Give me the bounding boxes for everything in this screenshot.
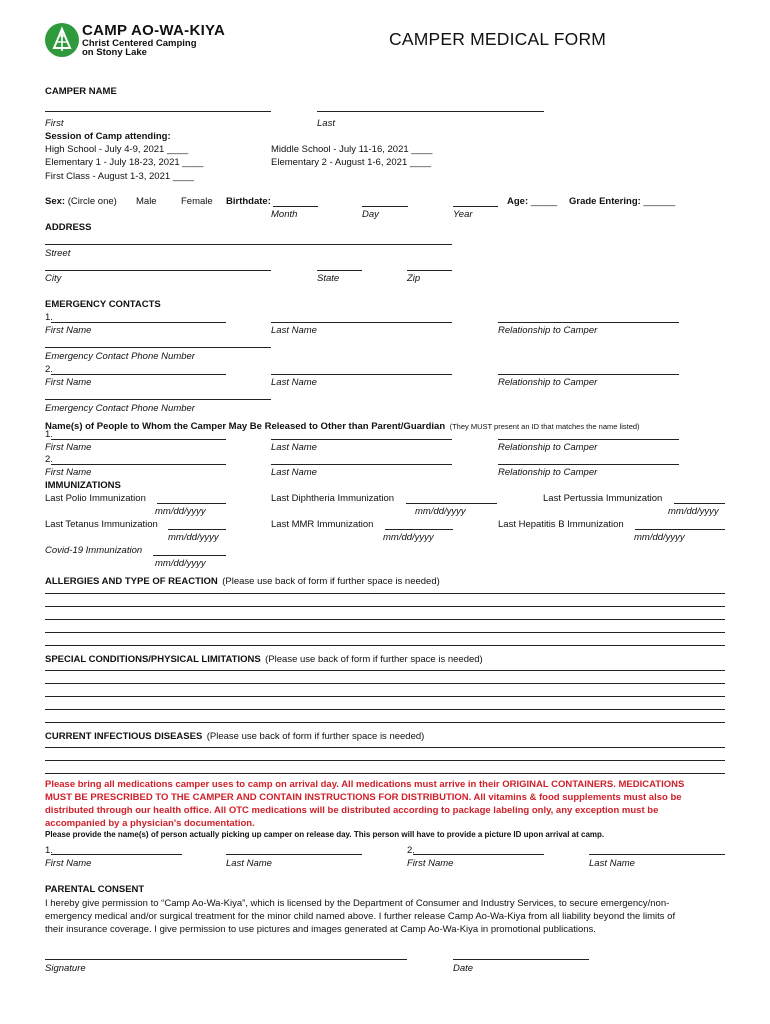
session-middle-school[interactable]: Middle School - July 11-16, 2021 ____	[271, 144, 433, 155]
session-first-class[interactable]: First Class - August 1-3, 2021 ____	[45, 171, 194, 182]
emergency-2-phone-field[interactable]	[45, 399, 271, 400]
emergency-2-relationship-field[interactable]	[498, 374, 679, 375]
allergies-line[interactable]	[45, 645, 725, 646]
camper-name-heading: CAMPER NAME	[45, 86, 117, 97]
zip-field[interactable]	[407, 270, 452, 271]
release-heading-row	[45, 416, 640, 434]
sex-field	[45, 196, 117, 207]
mmr-label: Last MMR Immunization	[271, 519, 374, 530]
special-heading-row	[45, 649, 483, 667]
emergency-2-first-field[interactable]	[51, 374, 226, 375]
signature-label: Signature	[45, 963, 86, 974]
special-line[interactable]	[45, 722, 725, 723]
release-1-relationship-field[interactable]	[498, 439, 679, 440]
phone-label: Emergency Contact Phone Number	[45, 351, 195, 362]
birth-day-field[interactable]	[362, 206, 408, 207]
relationship-label: Relationship to Camper	[498, 467, 598, 478]
pickup-1-first-field[interactable]	[51, 854, 182, 855]
special-note: (Please use back of form if further space is needed)	[265, 654, 483, 665]
consent-line-1: I hereby give permission to “Camp Ao-Wa-Kiya”, which is licensed by the Department of Consumer and Industry Services, to secure emergency/non-	[45, 898, 670, 909]
date-hint: mm/dd/yyyy	[155, 558, 206, 569]
form-title: CAMPER MEDICAL FORM	[389, 29, 607, 49]
medications-notice-line-2: MUST BE PRESCRIBED TO THE CAMPER AND CONTAIN INSTRUCTIONS FOR DISTRIBUTION. All vitamins & food supplements must also be	[45, 792, 682, 803]
special-line[interactable]	[45, 670, 725, 671]
hepatitis-b-date-field[interactable]	[635, 529, 725, 530]
pickup-number-2: 2.	[407, 845, 415, 856]
grade-label: Grade Entering:	[569, 196, 641, 207]
special-line[interactable]	[45, 683, 725, 684]
release-1-last-field[interactable]	[271, 439, 452, 440]
mmr-date-field[interactable]	[385, 529, 453, 530]
date-hint: mm/dd/yyyy	[155, 506, 206, 517]
session-elementary-1[interactable]: Elementary 1 - July 18-23, 2021 ____	[45, 157, 204, 168]
birth-month-field[interactable]	[273, 206, 318, 207]
infectious-line[interactable]	[45, 747, 725, 748]
relationship-label: Relationship to Camper	[498, 377, 598, 388]
tetanus-label: Last Tetanus Immunization	[45, 519, 158, 530]
city-field[interactable]	[45, 270, 271, 271]
birthdate-label: Birthdate:	[226, 196, 271, 207]
consent-heading: PARENTAL CONSENT	[45, 884, 145, 895]
camp-logo-name: CAMP AO-WA-KIYA	[82, 22, 226, 39]
first-name-label: First Name	[45, 442, 92, 453]
relationship-label: Relationship to Camper	[498, 325, 598, 336]
signature-field[interactable]	[45, 959, 407, 960]
last-name-label: Last Name	[271, 442, 317, 453]
allergies-line[interactable]	[45, 619, 725, 620]
sex-hint: (Circle one)	[67, 196, 117, 207]
pickup-2-last-field[interactable]	[589, 854, 725, 855]
sex-male-option[interactable]: Male	[136, 196, 157, 207]
date-hint: mm/dd/yyyy	[634, 532, 685, 543]
last-name-label: Last Name	[226, 858, 272, 869]
release-2-relationship-field[interactable]	[498, 464, 679, 465]
emergency-heading: EMERGENCY CONTACTS	[45, 299, 161, 310]
covid-label: Covid-19 Immunization	[45, 545, 143, 556]
emergency-number-1: 1.	[45, 312, 53, 323]
street-label: Street	[45, 248, 71, 259]
infectious-line[interactable]	[45, 773, 725, 774]
pickup-number-1: 1.	[45, 845, 53, 856]
emergency-1-last-field[interactable]	[271, 322, 452, 323]
allergies-heading-row	[45, 571, 440, 589]
grade-field[interactable]	[569, 196, 675, 207]
release-2-last-field[interactable]	[271, 464, 452, 465]
phone-label: Emergency Contact Phone Number	[45, 403, 195, 414]
first-name-label: First Name	[45, 325, 92, 336]
first-name-label: First Name	[407, 858, 454, 869]
allergies-line[interactable]	[45, 632, 725, 633]
birth-month-label: Month	[271, 209, 298, 220]
age-line: _____	[530, 196, 558, 207]
release-2-first-field[interactable]	[51, 464, 226, 465]
camp-logo	[44, 22, 80, 58]
release-number-2: 2.	[45, 454, 53, 465]
address-heading: ADDRESS	[45, 222, 92, 233]
emergency-1-relationship-field[interactable]	[498, 322, 679, 323]
hepatitis-b-label: Last Hepatitis B Immunization	[498, 519, 624, 530]
first-label: First	[45, 118, 64, 129]
infectious-note: (Please use back of form if further space is needed)	[206, 731, 425, 742]
release-note: (They MUST present an ID that matches the name listed)	[449, 422, 640, 431]
consent-line-2: emergency medical and/or surgical treatment for the minor child named above. I further release Camp Ao-Wa-Kiya from all liability beyond the limits of	[45, 911, 676, 922]
camp-logo-tagline-1: Christ Centered Camping	[82, 38, 197, 49]
pertussis-date-field[interactable]	[674, 503, 725, 504]
allergies-note: (Please use back of form if further space is needed)	[222, 576, 440, 587]
relationship-label: Relationship to Camper	[498, 442, 598, 453]
special-heading: SPECIAL CONDITIONS/PHYSICAL LIMITATIONS	[45, 654, 261, 665]
infectious-heading-row	[45, 726, 424, 744]
birth-year-field[interactable]	[453, 206, 498, 207]
immunizations-heading: IMMUNIZATIONS	[45, 480, 121, 491]
allergies-line[interactable]	[45, 593, 725, 594]
emergency-1-phone-field[interactable]	[45, 347, 271, 348]
pickup-instructions: Please provide the name(s) of person actually picking up camper on release day. This person will have to provide a picture ID upon arrival at camp.	[45, 830, 605, 839]
camp-logo-tagline-2: on Stony Lake	[82, 47, 147, 58]
polio-label: Last Polio Immunization	[45, 493, 146, 504]
first-name-label: First Name	[45, 858, 92, 869]
polio-date-field[interactable]	[157, 503, 226, 504]
special-line[interactable]	[45, 696, 725, 697]
birth-year-label: Year	[453, 209, 473, 220]
first-name-label: First Name	[45, 467, 92, 478]
camper-first-name-field[interactable]	[45, 111, 271, 112]
pertussis-label: Last Pertussia Immunization	[543, 493, 663, 504]
allergies-heading: ALLERGIES AND TYPE OF REACTION	[45, 576, 218, 587]
date-hint: mm/dd/yyyy	[383, 532, 434, 543]
camp-emblem-icon	[44, 22, 80, 58]
pickup-1-last-field[interactable]	[226, 854, 362, 855]
date-hint: mm/dd/yyyy	[668, 506, 719, 517]
allergies-line[interactable]	[45, 606, 725, 607]
camper-last-name-field[interactable]	[317, 111, 544, 112]
emergency-1-first-field[interactable]	[51, 322, 226, 323]
pickup-2-first-field[interactable]	[413, 854, 544, 855]
date-field[interactable]	[453, 959, 589, 960]
zip-label: Zip	[407, 273, 421, 284]
first-name-label: First Name	[45, 377, 92, 388]
release-heading: Name(s) of People to Whom the Camper May Be Released to Other than Parent/Guardian	[45, 421, 446, 432]
city-label: City	[45, 273, 62, 284]
session-elementary-2[interactable]: Elementary 2 - August 1-6, 2021 ____	[271, 157, 432, 168]
session-high-school[interactable]: High School - July 4-9, 2021 ____	[45, 144, 189, 155]
medications-notice-line-4: accompanied by a physician's documentation.	[45, 818, 255, 829]
medications-notice-line-3: distributed through our health office. All OTC medications will be distributed according to package labeling only, any exception must be	[45, 805, 659, 816]
state-label: State	[317, 273, 340, 284]
age-field[interactable]	[507, 196, 557, 207]
special-line[interactable]	[45, 709, 725, 710]
last-name-label: Last Name	[271, 467, 317, 478]
covid-date-field[interactable]	[153, 555, 226, 556]
diphtheria-label: Last Diphtheria Immunization	[271, 493, 395, 504]
age-label: Age:	[507, 196, 529, 207]
date-label: Date	[453, 963, 474, 974]
birth-day-label: Day	[362, 209, 379, 220]
state-field[interactable]	[317, 270, 362, 271]
sex-female-option[interactable]: Female	[181, 196, 213, 207]
emergency-number-2: 2.	[45, 364, 53, 375]
street-field[interactable]	[45, 244, 452, 245]
diphtheria-date-field[interactable]	[406, 503, 497, 504]
tetanus-date-field[interactable]	[168, 529, 226, 530]
infectious-line[interactable]	[45, 760, 725, 761]
date-hint: mm/dd/yyyy	[168, 532, 219, 543]
infectious-heading: CURRENT INFECTIOUS DISEASES	[45, 731, 203, 742]
date-hint: mm/dd/yyyy	[415, 506, 466, 517]
emergency-2-last-field[interactable]	[271, 374, 452, 375]
session-heading: Session of Camp attending:	[45, 131, 171, 142]
release-1-first-field[interactable]	[51, 439, 226, 440]
sex-label: Sex:	[45, 196, 66, 207]
consent-line-3: their insurance coverage. I give permission to use pictures and images generated at Camp Ao-Wa-Kiya in promotional publications.	[45, 924, 596, 935]
medications-notice-line-1: Please bring all medications camper uses to camp on arrival day. All medications must arrive in their ORIGINAL CONTAINERS. MEDICATIONS	[45, 779, 685, 790]
grade-line: ______	[643, 196, 676, 207]
last-label: Last	[317, 118, 335, 129]
last-name-label: Last Name	[271, 377, 317, 388]
last-name-label: Last Name	[589, 858, 635, 869]
last-name-label: Last Name	[271, 325, 317, 336]
release-number-1: 1.	[45, 429, 53, 440]
